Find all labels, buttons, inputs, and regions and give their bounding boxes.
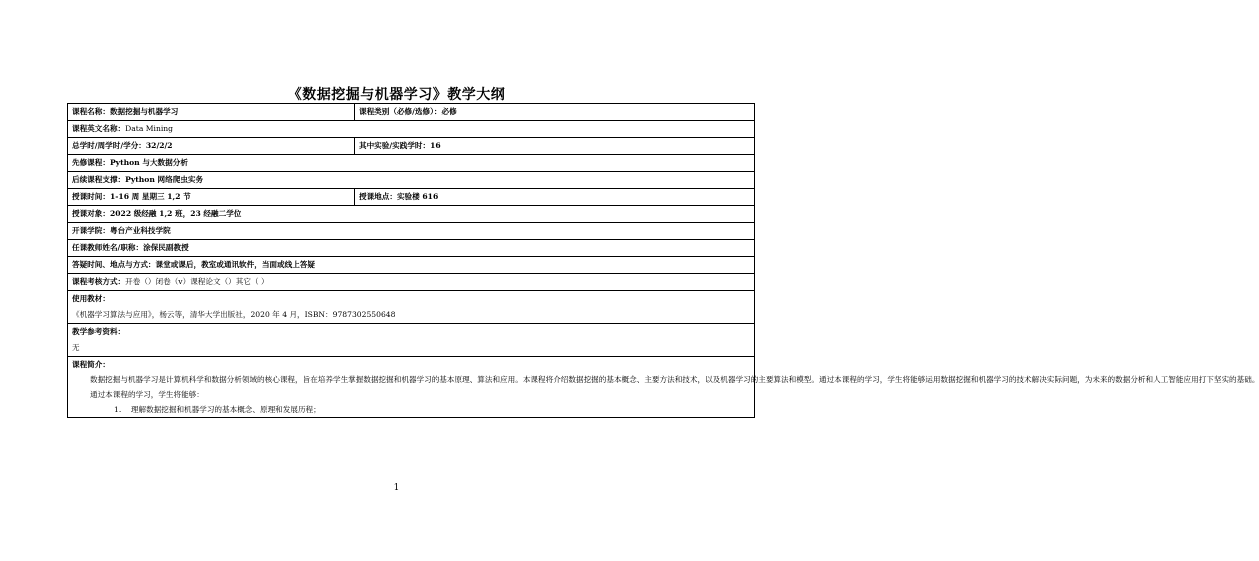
- textbook-value: 《机器学习算法与应用》，杨云等，清华大学出版社，2020 年 4 月，ISBN：9787302550648: [72, 310, 396, 319]
- place-value: 实验楼 616: [396, 192, 439, 201]
- hours-value: 32/2/2: [145, 141, 173, 150]
- page-number: 1: [393, 483, 400, 493]
- table-row: [68, 104, 755, 121]
- table-row: [68, 274, 755, 291]
- course-name-label: 课程名称：: [72, 107, 110, 116]
- table-row: [68, 189, 755, 206]
- lab-hours-value: 16: [430, 141, 441, 150]
- table-row: [68, 357, 755, 418]
- audience-value: 2022 级经融 1,2 班，23 经融二学位: [109, 209, 242, 218]
- prereq-label: 先修课程：: [72, 158, 110, 167]
- table-row: [68, 206, 755, 223]
- teacher-label: 任课教师姓名/职称：: [72, 243, 144, 252]
- course-type-value: 必修: [441, 107, 457, 116]
- college-cell: [68, 223, 755, 240]
- time-cell: [68, 189, 355, 206]
- reference-label: 教学参考资料：: [72, 327, 126, 336]
- syllabus-table: [67, 103, 1259, 418]
- prereq-value: Python 与大数据分析: [109, 158, 188, 167]
- qa-value: 课堂或课后，教室或通讯软件，当面或线上答疑: [155, 260, 315, 269]
- follow-cell: [68, 172, 755, 189]
- goals-lead: 通过本课程的学习，学生将能够：: [90, 390, 204, 399]
- college-value: 粤台产业科技学院: [109, 226, 171, 235]
- prereq-cell: [68, 155, 755, 172]
- goal-item: [72, 402, 750, 417]
- course-type-label: 课程类别（必修/选修）：: [359, 107, 442, 116]
- exam-label: 课程考核方式：: [72, 277, 126, 286]
- lab-hours-label: 其中实验/实践学时：: [359, 141, 431, 150]
- table-row: [68, 240, 755, 257]
- english-name-cell: [68, 121, 755, 138]
- intro-label: 课程简介：: [72, 360, 110, 369]
- table-row: [68, 291, 755, 324]
- table-row: [68, 257, 755, 274]
- exam-value: 开卷（）闭卷（v）课程论文（）其它（ ）: [125, 277, 269, 286]
- intro-cell: [68, 357, 1259, 418]
- place-label: 授课地点：: [359, 192, 397, 201]
- table-row: [68, 138, 755, 155]
- exam-cell: [68, 274, 755, 291]
- table-row: [68, 223, 755, 240]
- place-cell: [355, 189, 755, 206]
- table-row: [68, 155, 755, 172]
- textbook-cell: [68, 291, 755, 324]
- teacher-cell: [68, 240, 755, 257]
- follow-value: Python 网络爬虫实务: [125, 175, 204, 184]
- goal-text: 理解数据挖掘和机器学习的基本概念、原理和发展历程；: [130, 405, 321, 414]
- audience-cell: [68, 206, 755, 223]
- teacher-value: 涂保民副教授: [143, 243, 189, 252]
- table-row: [68, 324, 755, 357]
- document-title: 《数据挖掘与机器学习》教学大纲: [287, 87, 506, 103]
- audience-label: 授课对象：: [72, 209, 110, 218]
- college-label: 开课学院：: [72, 226, 110, 235]
- reference-value: 无: [72, 343, 80, 352]
- qa-label: 答疑时间、地点与方式：: [72, 260, 156, 269]
- reference-cell: [68, 324, 755, 357]
- english-name-value: Data Mining: [125, 124, 174, 133]
- time-value: 1-16 周 星期三 1,2 节: [109, 192, 191, 201]
- course-name-value: 数据挖掘与机器学习: [109, 107, 179, 116]
- table-row: [68, 121, 755, 138]
- hours-cell: [68, 138, 355, 155]
- lab-hours-cell: [355, 138, 755, 155]
- follow-label: 后续课程支撑：: [72, 175, 126, 184]
- course-type-cell: [355, 104, 755, 121]
- goal-number: 1.: [114, 405, 122, 414]
- textbook-label: 使用教材：: [72, 294, 110, 303]
- course-name-cell: [68, 104, 355, 121]
- english-name-label: 课程英文名称：: [72, 124, 126, 133]
- hours-label: 总学时/周学时/学分：: [72, 141, 146, 150]
- qa-cell: [68, 257, 755, 274]
- time-label: 授课时间：: [72, 192, 110, 201]
- table-row: [68, 172, 755, 189]
- intro-paragraph: 数据挖掘与机器学习是计算机科学和数据分析领域的核心课程，旨在培养学生掌握数据挖掘和机器学习的基本原理、算法和应用。本课程将介绍数据挖掘的基本概念、主要方法和技术，以及机器学习的主要算法和模型。通过本课程的学习，学生将能够运用数据挖掘和机器学习的技术解决实际问题，为未来的数据分析和人工智能应用打下坚实的基础。: [90, 375, 1259, 384]
